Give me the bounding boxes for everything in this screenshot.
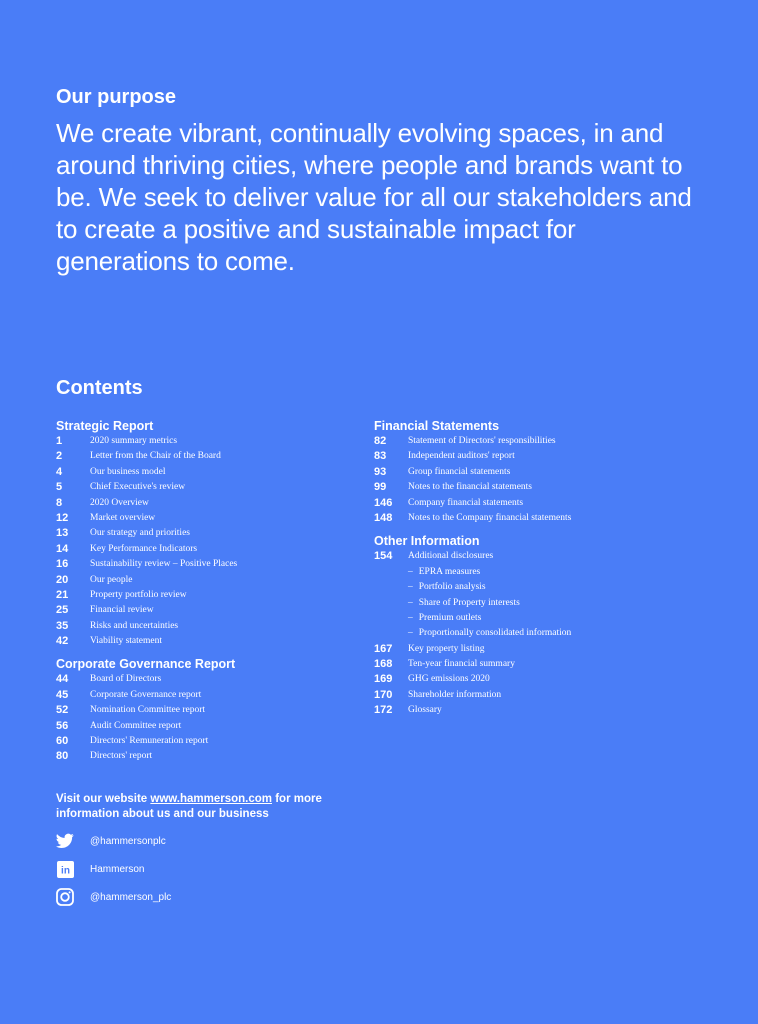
contents-subentry[interactable] [374, 565, 704, 580]
page-number: 99 [374, 481, 387, 494]
entry-title: Financial review [90, 605, 154, 616]
contents-entry[interactable] [56, 496, 386, 511]
page-number: 45 [56, 688, 69, 701]
contents-entry[interactable] [374, 642, 704, 657]
page-number: 16 [56, 558, 69, 571]
linkedin-handle: Hammerson [90, 863, 145, 875]
entry-title: Nomination Committee report [90, 705, 206, 716]
contents-subentry[interactable] [374, 626, 704, 641]
contents-entry[interactable] [374, 449, 704, 464]
contents-entry[interactable] [56, 688, 386, 703]
contents-entry[interactable] [374, 480, 704, 495]
contents-entry[interactable] [374, 657, 704, 672]
instagram-icon [56, 888, 74, 906]
entry-title: Glossary [408, 705, 442, 716]
page-number: 25 [56, 604, 69, 617]
contents-entry[interactable] [56, 672, 386, 687]
page-number: 44 [56, 673, 69, 686]
entry-title: Group financial statements [408, 466, 511, 477]
contents-entry[interactable] [56, 526, 386, 541]
entry-title: Board of Directors [90, 674, 162, 685]
section-title: Strategic Report [56, 419, 154, 433]
contents-entry[interactable] [374, 496, 704, 511]
page-number: 167 [374, 642, 393, 655]
page-number: 13 [56, 527, 69, 540]
subentry-dash: – [408, 628, 413, 639]
entry-title: Property portfolio review [90, 589, 187, 600]
contents-entry[interactable] [56, 719, 386, 734]
svg-text:in: in [60, 865, 70, 876]
entry-title: Directors' Remuneration report [90, 736, 209, 747]
entry-title: Our strategy and priorities [90, 528, 190, 539]
instagram-handle: @hammerson_plc [90, 891, 172, 903]
section-title: Financial Statements [374, 419, 500, 433]
entry-title: Audit Committee report [90, 720, 182, 731]
twitter-handle: @hammersonplc [90, 835, 166, 847]
contents-entry[interactable] [374, 672, 704, 687]
page-number: 1 [56, 435, 63, 447]
visit-suffix: for more information about us and our business [56, 793, 322, 820]
entry-title: Independent auditors' report [408, 451, 515, 462]
page-number: 42 [56, 635, 69, 648]
subentry-dash: – [408, 582, 413, 593]
contents-entry[interactable] [56, 734, 386, 749]
subentry-dash: – [408, 612, 413, 623]
entry-title: Notes to the financial statements [408, 482, 532, 493]
entry-title: 2020 summary metrics [90, 436, 178, 446]
entry-title: Company financial statements [408, 497, 524, 508]
subentry-dash: – [408, 566, 413, 577]
entry-title: Shareholder information [408, 689, 502, 700]
entry-title: Corporate Governance report [90, 689, 202, 700]
contents-entry[interactable] [56, 619, 386, 634]
page-number: 35 [56, 619, 69, 632]
page-number: 4 [56, 465, 63, 478]
contents-entry[interactable] [56, 603, 386, 618]
entry-title: Letter from the Chair of the Board [90, 451, 221, 462]
page-number: 20 [56, 573, 69, 586]
contents-subentry[interactable] [374, 596, 704, 611]
entry-title: Chief Executive's review [90, 482, 186, 493]
social-twitter[interactable] [56, 832, 166, 850]
page-number: 5 [56, 481, 63, 494]
contents-entry[interactable] [56, 749, 386, 764]
entry-title: Notes to the Company financial statements [408, 512, 572, 523]
entry-title: 2020 Overview [90, 497, 149, 508]
entry-title: GHG emissions 2020 [408, 674, 490, 685]
entry-title: Statement of Directors' responsibilities [408, 436, 556, 446]
contents-heading: Contents [56, 377, 143, 399]
entry-title: Key property listing [408, 643, 485, 654]
contents-entry[interactable] [56, 634, 386, 649]
page-number: 154 [374, 550, 393, 563]
page-number: 169 [374, 673, 393, 686]
page-number: 83 [374, 450, 387, 463]
contents-entry[interactable] [56, 542, 386, 557]
entry-title: Premium outlets [418, 612, 482, 623]
linkedin-icon [56, 860, 74, 878]
contents-subentry[interactable] [374, 611, 704, 626]
page-number: 2 [56, 450, 63, 463]
section-title: Other Information [374, 534, 480, 549]
entry-title: Ten-year financial summary [408, 659, 515, 670]
visit-prefix: Visit our website [56, 793, 151, 805]
page-number: 52 [56, 704, 69, 717]
page-number: 170 [374, 688, 393, 701]
page-number: 168 [374, 658, 393, 671]
page-number: 172 [374, 704, 393, 717]
entry-title: Market overview [90, 512, 156, 523]
page-number: 93 [374, 465, 387, 478]
page-number: 21 [56, 588, 69, 601]
visit-website-text [56, 792, 356, 822]
entry-title: Proportionally consolidated information [418, 628, 572, 639]
entry-title: Directors' report [90, 751, 153, 762]
contents-entry[interactable] [56, 480, 386, 495]
contents-entry[interactable] [56, 588, 386, 603]
social-linkedin[interactable] [56, 860, 144, 878]
entry-title: Key Performance Indicators [90, 543, 198, 554]
entry-title: Share of Property interests [418, 597, 520, 608]
contents-right-column [374, 418, 704, 719]
entry-title: Our business model [90, 466, 166, 477]
contents-subentry[interactable] [374, 580, 704, 595]
page-number: 146 [374, 496, 393, 509]
purpose-heading: Our purpose [56, 86, 177, 108]
social-instagram[interactable] [56, 888, 171, 906]
contents-entry[interactable] [56, 703, 386, 718]
contents-entry[interactable] [374, 511, 704, 526]
twitter-icon [56, 832, 74, 850]
entry-title: Risks and uncertainties [90, 620, 179, 631]
contents-entry[interactable] [374, 688, 704, 703]
contents-entry[interactable] [374, 465, 704, 480]
page-number: 56 [56, 719, 69, 732]
entry-title: Portfolio analysis [418, 582, 486, 593]
contents-left-column [56, 418, 386, 765]
page-number: 8 [56, 496, 63, 509]
page-number: 12 [56, 511, 69, 524]
page-number: 80 [56, 750, 69, 763]
website-link[interactable]: www.hammerson.com [150, 793, 273, 805]
contents-entry[interactable] [56, 573, 386, 588]
page-number: 148 [374, 511, 393, 524]
entry-title: Sustainability review – Positive Places [90, 559, 238, 570]
contents-entry[interactable] [56, 557, 386, 572]
contents-entry[interactable] [56, 449, 386, 464]
entry-title: Additional disclosures [408, 551, 494, 562]
contents-entry[interactable] [374, 703, 704, 718]
contents-entry[interactable] [56, 511, 386, 526]
contents-entry[interactable] [374, 549, 704, 564]
entry-title: EPRA measures [418, 566, 481, 577]
contents-entry[interactable] [374, 434, 704, 449]
entry-title: Our people [90, 574, 133, 585]
page-number: 14 [56, 542, 69, 555]
contents-entry[interactable] [56, 465, 386, 480]
contents-entry[interactable] [56, 434, 386, 449]
section-title: Corporate Governance Report [56, 657, 236, 672]
page-number: 82 [374, 435, 387, 447]
page-number: 60 [56, 735, 69, 748]
subentry-dash: – [408, 597, 413, 608]
entry-title: Viability statement [90, 636, 162, 647]
purpose-statement: We create vibrant, continually evolving spaces, in and around thriving cities, where people and brands want to be. We seek to deliver value for all our stakeholders and to create a positive and sustainable impact for generations to come. [56, 118, 692, 276]
